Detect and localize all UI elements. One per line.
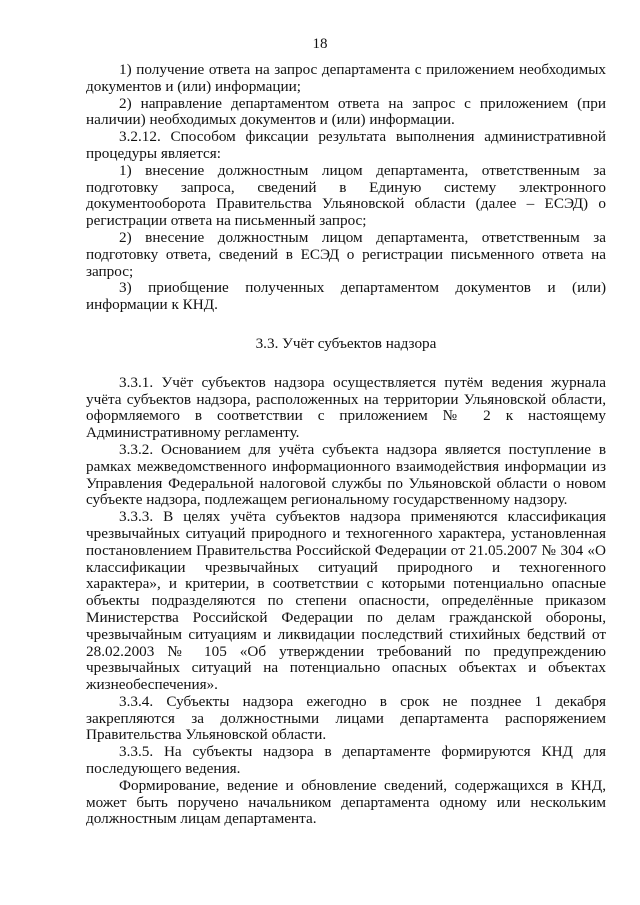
paragraph: 3.3.4. Субъекты надзора ежегодно в срок не позднее 1 декабря закрепляются за должностными лицами департамента распоряжением Правительства Ульяновской области. [86, 692, 606, 744]
paragraph: 2) направление департаментом ответа на запрос с приложением (при наличии) необходимых документов и (или) информации. [86, 94, 606, 129]
paragraph: 3.3.3. В целях учёта субъектов надзора применяются классификация чрезвычайных ситуаций природного и техногенного характера, установленная постановлением Правительства Российской Федерации от 21.05.2007 № 304 «О классификации чрезвычайных ситуаций природного и техногенного характера», и критерии, в соответствии с которыми потенциально опасные объекты подразделяются по степени опасности, определённые приказом Министерства Российской Федерации по делам гражданской обороны, чрезвычайным ситуациям и ликвидации последствий стихийных бедствий от 28.02.2003 № 105 «Об утверждении требований по предупреждению чрезвычайных ситуаций на потенциально опасных объектах и объектах жизнеобеспечения». [86, 508, 606, 694]
paragraph: 3) приобщение полученных департаментом документов и (или) информации к КНД. [86, 279, 606, 314]
paragraph: 2) внесение должностным лицом департамента, ответственным за подготовку ответа, сведений в ЕСЭД о регистрации письменного ответа на запрос; [86, 228, 606, 280]
page-number: 18 [312, 36, 328, 52]
section-heading: 3.3. Учёт субъектов надзора [255, 334, 437, 352]
paragraph: Формирование, ведение и обновление сведений, содержащихся в КНД, может быть поручено начальником департамента одному или нескольким должностным лицам департамента. [86, 776, 606, 828]
paragraph: 1) внесение должностным лицом департамента, ответственным за подготовку запроса, сведений в Единую систему электронного документооборота Правительства Ульяновской области (далее – ЕСЭД) о регистрации ответа на письменный запрос; [86, 161, 606, 230]
paragraph: 3.3.5. На субъекты надзора в департаменте формируются КНД для последующего ведения. [86, 743, 606, 778]
document-body [86, 62, 606, 828]
paragraph: 3.2.12. Способом фиксации результата выполнения административной процедуры является: [86, 128, 606, 162]
paragraph: 3.3.1. Учёт субъектов надзора осуществляется путём ведения журнала учёта субъектов надзора, расположенных на территории Ульяновской области, оформляемого в соответствии с приложением № 2 к настоящему Административному регламенту. [86, 373, 606, 442]
paragraph: 3.3.2. Основанием для учёта субъекта надзора является поступление в рамках межведомственного информационного взаимодействия информации из Управления Федеральной налоговой службы по Ульяновской области о новом субъекте надзора, подлежащем региональному государственному надзору. [86, 440, 606, 509]
paragraph: 1) получение ответа на запрос департамента с приложением необходимых документов и (или) информации; [86, 61, 606, 95]
